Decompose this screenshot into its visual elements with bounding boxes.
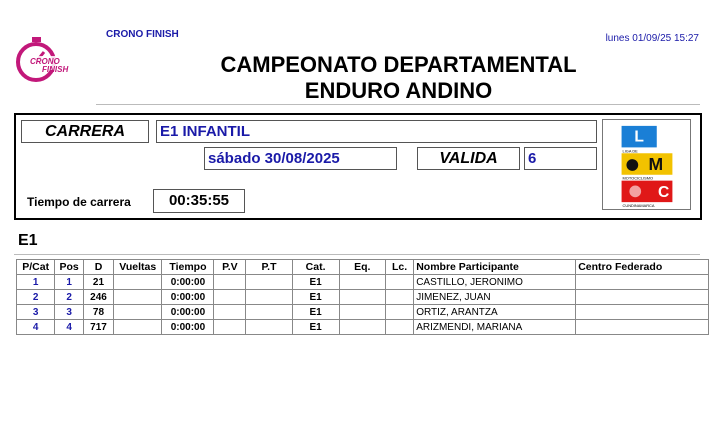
category-heading: E1 xyxy=(18,232,38,249)
cell-cat: E1 xyxy=(292,290,339,305)
svg-text:LIGA DE: LIGA DE xyxy=(622,148,638,154)
column-header: P.V xyxy=(214,260,246,275)
valida-value: 6 xyxy=(524,147,597,170)
cell-pv xyxy=(214,320,246,335)
results-table xyxy=(16,259,709,335)
svg-text:M: M xyxy=(648,153,664,174)
valida-label: VALIDA xyxy=(417,147,520,170)
cell-tiempo: 0:00:00 xyxy=(162,275,214,290)
table-row xyxy=(17,305,709,320)
cell-nombre: CASTILLO, JERONIMO xyxy=(414,275,576,290)
carrera-label: CARRERA xyxy=(21,120,149,143)
cell-tiempo: 0:00:00 xyxy=(162,320,214,335)
championship-subtitle: ENDURO ANDINO xyxy=(304,78,493,103)
cell-lc xyxy=(386,320,414,335)
cell-pos: 2 xyxy=(55,290,84,305)
cell-pcat: 2 xyxy=(17,290,55,305)
cell-eq xyxy=(339,305,386,320)
cell-lc xyxy=(386,290,414,305)
league-logo xyxy=(602,119,691,210)
cell-tiempo: 0:00:00 xyxy=(162,305,214,320)
cell-vueltas xyxy=(114,290,162,305)
race-time-value: 00:35:55 xyxy=(153,189,245,213)
column-header: Centro Federado xyxy=(576,260,709,275)
cell-d: 21 xyxy=(83,275,113,290)
cell-pcat: 1 xyxy=(17,275,55,290)
cell-tiempo: 0:00:00 xyxy=(162,290,214,305)
cell-lc xyxy=(386,275,414,290)
cell-cat: E1 xyxy=(292,305,339,320)
cell-vueltas xyxy=(114,320,162,335)
cell-d: 246 xyxy=(83,290,113,305)
cell-pos: 1 xyxy=(55,275,84,290)
cell-pt xyxy=(246,290,292,305)
svg-text:L: L xyxy=(634,128,644,146)
cell-cat: E1 xyxy=(292,320,339,335)
results-header-row xyxy=(17,260,709,275)
cell-cat: E1 xyxy=(292,275,339,290)
cell-centro xyxy=(576,320,709,335)
cell-centro xyxy=(576,305,709,320)
cell-eq xyxy=(339,320,386,335)
svg-text:MOTOCICLISMO: MOTOCICLISMO xyxy=(622,175,654,181)
column-header: Tiempo xyxy=(162,260,214,275)
cell-pt xyxy=(246,305,292,320)
svg-text:CUNDINAMARCA: CUNDINAMARCA xyxy=(622,203,655,209)
table-row xyxy=(17,320,709,335)
cell-pv xyxy=(214,305,246,320)
cell-nombre: ORTIZ, ARANTZA xyxy=(414,305,576,320)
cell-vueltas xyxy=(114,305,162,320)
column-header: P.T xyxy=(246,260,292,275)
cell-pt xyxy=(246,320,292,335)
cell-lc xyxy=(386,305,414,320)
column-header: Cat. xyxy=(292,260,339,275)
print-datetime: lunes 01/09/25 15:27 xyxy=(605,33,699,44)
table-row xyxy=(17,275,709,290)
cell-d: 717 xyxy=(83,320,113,335)
cell-pcat: 4 xyxy=(17,320,55,335)
cell-vueltas xyxy=(114,275,162,290)
table-row xyxy=(17,290,709,305)
cell-pos: 3 xyxy=(55,305,84,320)
cell-centro xyxy=(576,290,709,305)
cell-nombre: JIMENEZ, JUAN xyxy=(414,290,576,305)
cell-eq xyxy=(339,275,386,290)
cell-pv xyxy=(214,290,246,305)
race-info-panel xyxy=(14,113,702,220)
column-header: Vueltas xyxy=(114,260,162,275)
race-time-label: Tiempo de carrera xyxy=(27,195,131,209)
svg-text:C: C xyxy=(657,184,670,202)
column-header: Pos xyxy=(55,260,84,275)
category-divider xyxy=(14,254,700,255)
column-header: P/Cat xyxy=(17,260,55,275)
column-header: D xyxy=(83,260,113,275)
race-date: sábado 30/08/2025 xyxy=(204,147,397,170)
cell-centro xyxy=(576,275,709,290)
cell-pt xyxy=(246,275,292,290)
cell-pv xyxy=(214,275,246,290)
cell-nombre: ARIZMENDI, MARIANA xyxy=(414,320,576,335)
carrera-value: E1 INFANTIL xyxy=(156,120,597,143)
cell-d: 78 xyxy=(83,305,113,320)
cell-eq xyxy=(339,290,386,305)
title-divider xyxy=(96,104,700,105)
column-header: Nombre Participante xyxy=(414,260,576,275)
svg-text:FINISH: FINISH xyxy=(42,65,69,74)
brand-name: CRONO FINISH xyxy=(106,29,179,40)
column-header: Eq. xyxy=(339,260,386,275)
championship-title: CAMPEONATO DEPARTAMENTAL xyxy=(220,52,577,77)
column-header: Lc. xyxy=(386,260,414,275)
cell-pcat: 3 xyxy=(17,305,55,320)
svg-text:CRONO: CRONO xyxy=(30,57,60,66)
cell-pos: 4 xyxy=(55,320,84,335)
